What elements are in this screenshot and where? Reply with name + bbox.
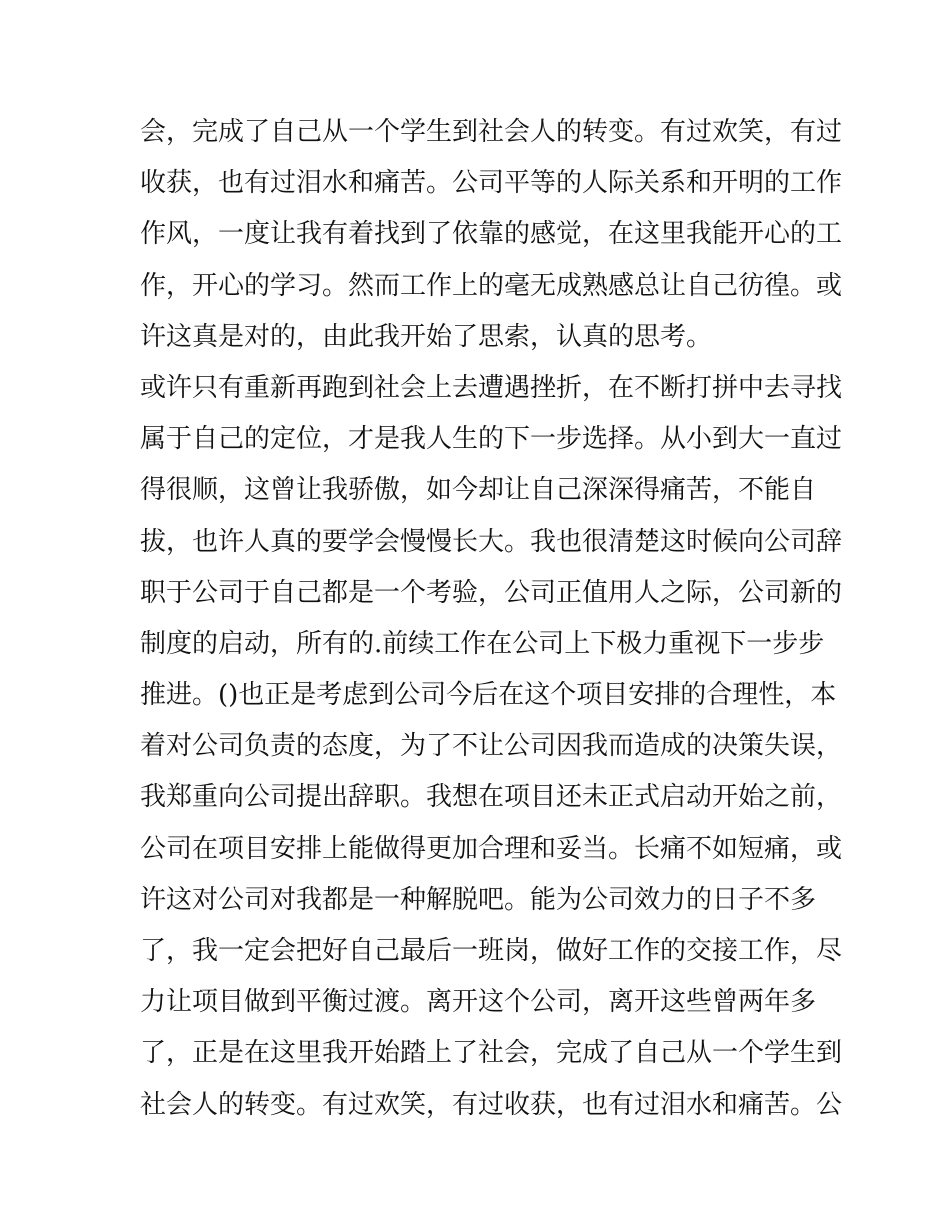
text-line-18: 力让项目做到平衡过渡。离开这个公司，离开这些曾两年多 [140,987,817,1018]
body-text [140,107,843,1131]
text-line-15: 公司在项目安排上能做得更加合理和妥当。长痛不如短痛，或 [140,833,843,864]
text-line-7: 属于自己的定位，才是我人生的下一步选择。从小到大一直过 [140,424,843,455]
text-line-20: 社会人的转变。有过欢笑，有过收获，也有过泪水和痛苦。公 [140,1089,843,1120]
text-line-10: 职于公司于自己都是一个考验，公司正值用人之际，公司新的 [140,577,843,608]
text-line-9: 拔，也许人真的要学会慢慢长大。我也很清楚这时候向公司辞 [140,526,843,557]
text-line-3: 作风，一度让我有着找到了依靠的感觉，在这里我能开心的工 [140,219,843,250]
text-line-8: 得很顺，这曾让我骄傲，如今却让自己深深得痛苦，不能自 [140,475,817,506]
text-line-12: 推进。()也正是考虑到公司今后在这个项目安排的合理性，本 [140,680,837,711]
text-line-11: 制度的启动，所有的.前续工作在公司上下极力重视下一步步 [140,628,825,659]
text-line-14: 我郑重向公司提出辞职。我想在项目还未正式启动开始之前， [140,782,843,813]
text-line-5: 许这真是对的，由此我开始了思索，认真的思考。 [140,321,713,352]
text-line-1: 会，完成了自己从一个学生到社会人的转变。有过欢笑，有过 [140,117,843,147]
text-line-2: 收获，也有过泪水和痛苦。公司平等的人际关系和开明的工作 [140,168,843,199]
text-line-17: 了，我一定会把好自己最后一班岗，做好工作的交接工作，尽 [140,936,843,966]
text-line-13: 着对公司负责的态度，为了不让公司因我而造成的决策失误， [140,731,843,762]
text-line-16: 许这对公司对我都是一种解脱吧。能为公司效力的日子不多 [140,884,817,915]
text-line-19: 了，正是在这里我开始踏上了社会，完成了自己从一个学生到 [140,1038,843,1069]
text-line-6: 或许只有重新再跑到社会上去遭遇挫折，在不断打拼中去寻找 [140,372,843,403]
text-line-4: 作，开心的学习。然而工作上的毫无成熟感总让自己彷徨。或 [140,270,843,301]
